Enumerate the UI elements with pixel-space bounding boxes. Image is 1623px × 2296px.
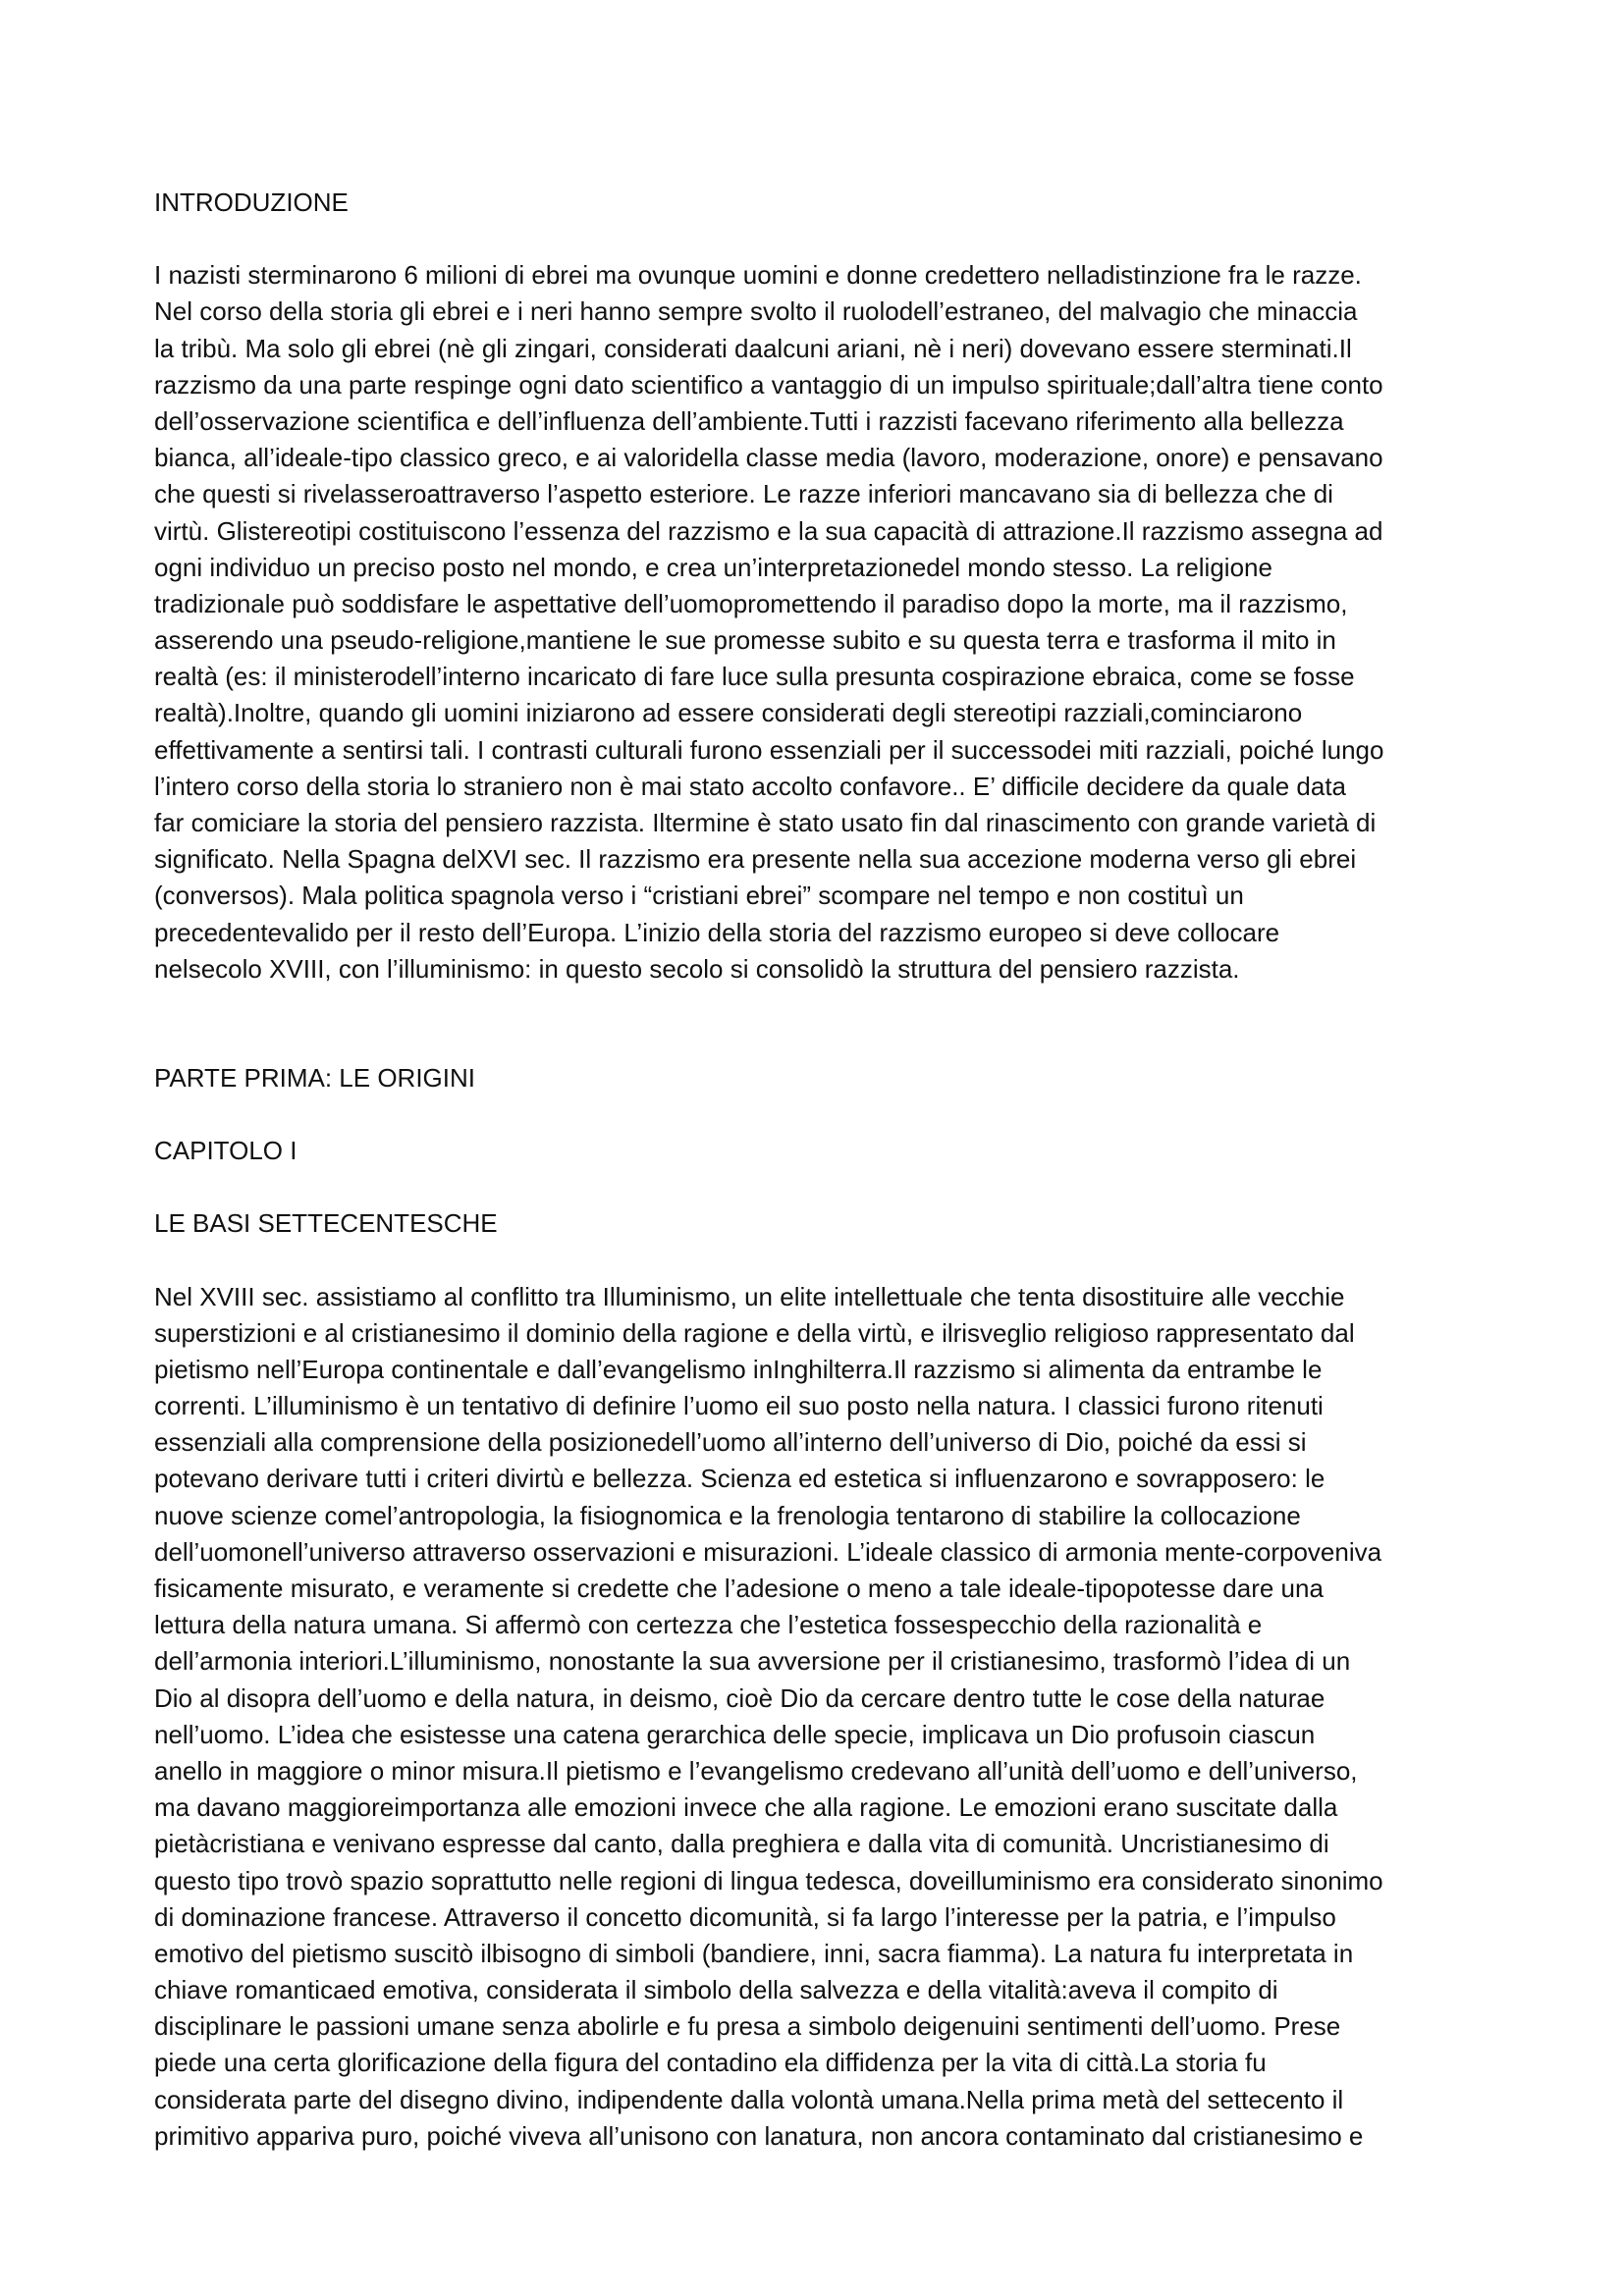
text-line: realtà).Inoltre, quando gli uomini iniziarono ad essere considerati degli stereotipi razziali,cominciarono	[154, 698, 1303, 728]
text-line: chiave romanticaed emotiva, considerata il simbolo della salvezza e della vitalità:aveva il compito di	[154, 1975, 1278, 2005]
text-line: pietismo nell’Europa continentale e dall’evangelismo inInghilterra.Il razzismo si alimenta da entrambe le	[154, 1354, 1323, 1384]
part-title: PARTE PRIMA: LE ORIGINI	[154, 1062, 475, 1093]
text-line: che questi si rivelasseroattraverso l’aspetto esteriore. Le razze inferiori mancavano sia di bellezza che di	[154, 479, 1333, 509]
text-line: la tribù. Ma solo gli ebrei (nè gli zingari, considerati daalcuni ariani, nè i neri) dovevano essere sterminati.Il	[154, 333, 1352, 363]
text-line: disciplinare le passioni umane senza abolirle e fu presa a simbolo deigenuini sentimenti dell’uomo. Prese	[154, 2011, 1341, 2042]
text-line: nuove scienze comel’antropologia, la fisiognomica e la frenologia tentarono di stabilire la collocazione	[154, 1500, 1301, 1530]
text-line: primitivo appariva puro, poiché viveva all’unisono con lanatura, non ancora contaminato dal cristianesimo e	[154, 2120, 1364, 2151]
document-page	[154, 185, 1489, 2155]
text-line: di dominazione francese. Attraverso il concetto dicomunità, si fa largo l’interesse per la patria, e l’impulso	[154, 1901, 1336, 1932]
intro-paragraph	[154, 257, 1489, 988]
intro-heading: INTRODUZIONE	[154, 187, 349, 217]
chapter-number: CAPITOLO I	[154, 1136, 298, 1166]
text-line: correnti. L’illuminismo è un tentativo di definire l’uomo eil suo posto nella natura. I classici furono ritenuti	[154, 1391, 1324, 1421]
text-line: Nel XVIII sec. assistiamo al conflitto tra Illuminismo, un elite intellettuale che tenta disostituire alle vecchie	[154, 1281, 1345, 1311]
text-line: l’intero corso della storia lo straniero non è mai stato accolto confavore.. E’ difficile decidere da quale data	[154, 771, 1347, 801]
text-line: razzismo da una parte respinge ogni dato scientifico a vantaggio di un impulso spirituale;dall’altra tiene conto	[154, 369, 1383, 400]
text-line: I nazisti sterminarono 6 milioni di ebrei ma ovunque uomini e donne credettero nelladistinzione fra le razze.	[154, 260, 1362, 291]
chapter-paragraph	[154, 1279, 1489, 2156]
text-line: anello in maggiore o minor misura.Il pietismo e l’evangelismo credevano all’unità dell’uomo e dell’universo,	[154, 1755, 1358, 1786]
text-line: significato. Nella Spagna delXVI sec. Il razzismo era presente nella sua accezione moderna verso gli ebrei	[154, 844, 1357, 875]
text-line: fisicamente misurato, e veramente si credette che l’adesione o meno a tale ideale-tipopotesse dare una	[154, 1574, 1324, 1603]
text-line: pietàcristiana e venivano espresse dal canto, dalla preghiera e dalla vita di comunità. Uncristianesimo di	[154, 1829, 1329, 1859]
text-line: piede una certa glorificazione della figura del contadino ela diffidenza per la vita di città.La storia fu	[154, 2048, 1267, 2078]
text-line: nell’uomo. L’idea che esistesse una catena gerarchica delle specie, implicava un Dio profusoin ciascun	[154, 1719, 1316, 1749]
text-line: tradizionale può soddisfare le aspettative dell’uomopromettendo il paradiso dopo la morte, ma il razzismo,	[154, 588, 1348, 618]
text-line: virtù. Glistereotipi costituiscono l’essenza del razzismo e la sua capacità di attrazione.Il razzismo assegna ad	[154, 515, 1383, 546]
chapter-title: LE BASI SETTECENTESCHE	[154, 1208, 498, 1239]
text-line: questo tipo trovò spazio soprattutto nelle regioni di lingua tedesca, doveilluminismo era considerato sinonimo	[154, 1865, 1383, 1896]
text-line: realtà (es: il ministerodell’interno incaricato di fare luce sulla presunta cospirazione ebraica, come se fosse	[154, 662, 1355, 692]
text-line: asserendo una pseudo-religione,mantiene le sue promesse subito e su questa terra e trasforma il mito in	[154, 625, 1336, 656]
text-line: considerata parte del disegno divino, indipendente dalla volontà umana.Nella prima metà del settecento il	[154, 2084, 1344, 2114]
text-line: far comiciare la storia del pensiero razzista. Iltermine è stato usato fin dal rinascimento con grande varietà di	[154, 808, 1377, 837]
text-line: essenziali alla comprensione della posizionedell’uomo all’interno dell’universo di Dio, poiché da essi si	[154, 1427, 1307, 1458]
text-line: emotivo del pietismo suscitò ilbisogno di simboli (bandiere, inni, sacra fiamma). La natura fu interpretata in	[154, 1938, 1354, 1968]
text-line: Dio al disopra dell’uomo e della natura, in deismo, cioè Dio da cercare dentro tutte le cose della naturae	[154, 1682, 1325, 1713]
text-line: ogni individuo un preciso posto nel mondo, e crea un’interpretazionedel mondo stesso. La religione	[154, 552, 1272, 582]
text-line: dell’osservazione scientifica e dell’influenza dell’ambiente.Tutti i razzisti facevano riferimento alla bellezza	[154, 405, 1344, 436]
text-line: bianca, all’ideale-tipo classico greco, e ai valoridella classe media (lavoro, moderazione, onore) e pensavano	[154, 443, 1383, 473]
text-line: effettivamente a sentirsi tali. I contrasti culturali furono essenziali per il successodei miti razziali, poiché lungo	[154, 734, 1384, 765]
text-line: ma davano maggioreimportanza alle emozioni invece che alla ragione. Le emozioni erano suscitate dalla	[154, 1792, 1338, 1823]
text-line: potevano derivare tutti i criteri divirtù e bellezza. Scienza ed estetica si influenzarono e sovrapposero: le	[154, 1464, 1325, 1494]
text-line: (conversos). Mala politica spagnola verso i “cristiani ebrei” scompare nel tempo e non costituì un	[154, 881, 1244, 911]
text-line: Nel corso della storia gli ebrei e i neri hanno sempre svolto il ruolodell’estraneo, del malvagio che minaccia	[154, 296, 1358, 327]
text-line: superstizioni e al cristianesimo il dominio della ragione e della virtù, e ilrisveglio religioso rappresentato dal	[154, 1317, 1355, 1348]
text-line: precedentevalido per il resto dell’Europa. L’inizio della storia del razzismo europeo si deve collocare	[154, 917, 1280, 947]
text-line: dell’armonia interiori.L’illuminismo, nonostante la sua avversione per il cristianesimo, trasformò l’idea di un	[154, 1646, 1351, 1677]
text-line: lettura della natura umana. Si affermò con certezza che l’estetica fossespecchio della razionalità e	[154, 1610, 1263, 1640]
text-line: nelsecolo XVIII, con l’illuminismo: in questo secolo si consolidò la struttura del pensiero razzista.	[154, 953, 1240, 984]
text-line: dell’uomonell’universo attraverso osservazioni e misurazioni. L’ideale classico di armonia mente-corpoveniva	[154, 1536, 1382, 1567]
